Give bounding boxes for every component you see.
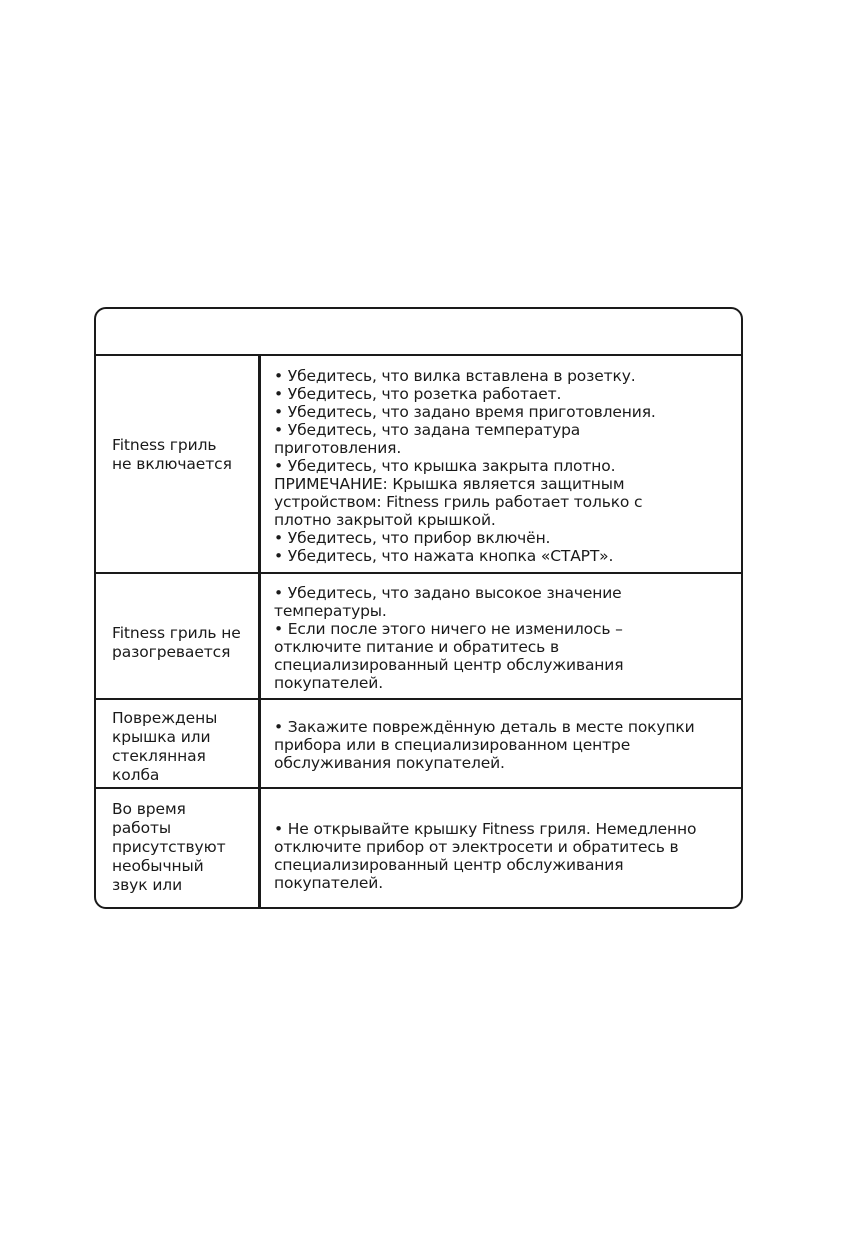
solution-cell: • Закажите повреждённую деталь в месте покупки прибора или в специализированном центре обслуживания покупателей. [274,718,695,772]
problem-cell: Fitness гриль не разогревается [112,624,241,661]
solution-cell: • Убедитесь, что задано высокое значение температуры. • Если после этого ничего не изменилось – отключите питание и обратитесь в специализированный центр обслуживания покупателей. [274,584,624,692]
solution-cell: • Не открывайте крышку Fitness гриля. Немедленно отключите прибор от электросети и обратитесь в специализированный центр обслуживания покупателей. [274,820,697,892]
problem-cell: Во время работы присутствуют необычный звук или [112,800,226,894]
troubleshooting-table [94,307,743,909]
table-row [96,789,741,909]
table-header-row [96,309,741,356]
solution-cell: • Убедитесь, что вилка вставлена в розетку. • Убедитесь, что розетка работает. • Убедитесь, что задано время приготовления. • Убедитесь, что задана температура приготовления. • Убедитесь, что крышка закрыта плотно. ПРИМЕЧАНИЕ: Крышка является защитным устройством: Fitness гриль работает только с плотно закрытой крышкой. • Убедитесь, что прибор включён. • Убедитесь, что нажата кнопка «СТАРТ». [274,367,656,565]
table-row [96,356,741,574]
problem-cell: Повреждены крышка или стеклянная колба [112,709,218,784]
table-row [96,574,741,700]
problem-cell: Fitness гриль не включается [112,436,232,473]
table-row [96,700,741,789]
